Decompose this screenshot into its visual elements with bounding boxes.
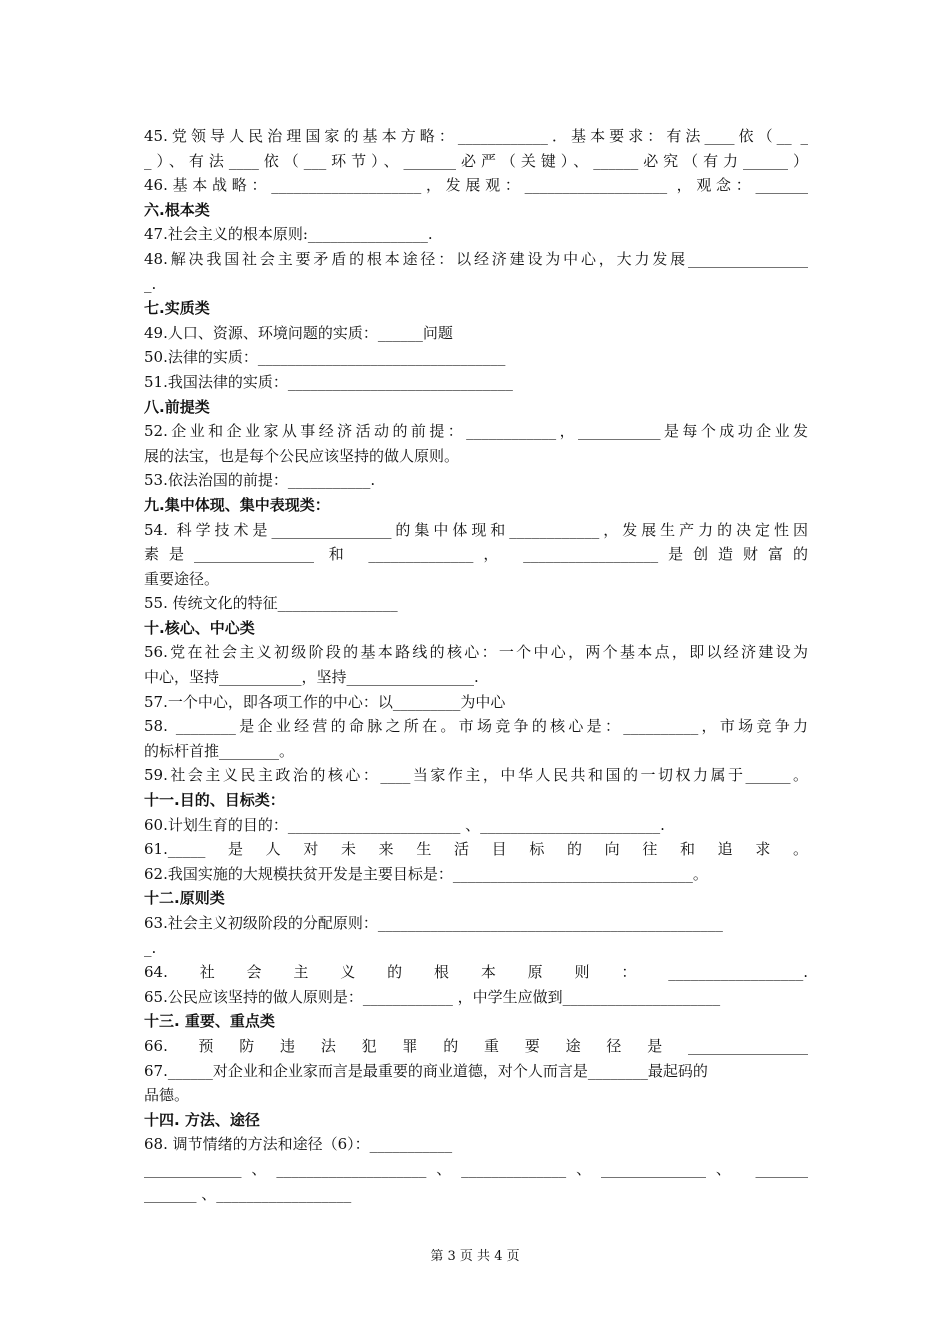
text-line: 53.依法治国的前提：___________. [144, 471, 376, 490]
text-line: 品德。 [144, 1086, 190, 1105]
text-line: 52.企业和企业家从事经济活动的前提：____________，___________是每个成功企业发 [144, 422, 808, 441]
text-line: 64.社会主义的根本原则：__________________. [144, 963, 808, 982]
text-line: 51.我国法律的实质：______________________________ [144, 372, 513, 391]
text-line: _______ 、__________________ [144, 1184, 352, 1203]
text-line: 45.党领导人民治理国家的基本方略：____________．基本要求：有法____依（__ _ [144, 127, 808, 145]
text-line: 66. 预防违法犯罪的重要途径是________________ [144, 1036, 808, 1055]
section-heading: 十.核心、中心类 [144, 618, 255, 637]
text-line: 67.______对企业和企业家而言是最重要的商业道德，对个人而言是________最起码的 [144, 1061, 708, 1080]
section-heading: 十四. 方法、途径 [144, 1110, 260, 1129]
text-line: 68. 调节情绪的方法和途径（6）：___________ [144, 1135, 453, 1154]
section-heading: 七.实质类 [144, 299, 210, 318]
section-heading: 十一.目的、目标类： [144, 791, 285, 810]
text-line: 49.人口、资源、环境问题的实质：______问题 [144, 323, 453, 342]
text-line: 63.社会主义初级阶段的分配原则：______________________________________________ [144, 914, 723, 932]
text-line: 46.基本战略：____________________，发展观：___________________ ，观念：_______ [144, 176, 808, 195]
text-line: 60.计划生育的目的：_______________________ 、________________________. [144, 815, 665, 834]
text-line: _）、有法____依（___环节）、_______必严（关键）、______必究（有力______） [144, 151, 808, 170]
text-line: 的标杆首推________。 [144, 741, 295, 760]
text-line: _____________、____________________、______________、______________、 _______ [144, 1159, 808, 1178]
text-line: 61._____是人对未来生活目标的向往和追求。 [144, 840, 808, 859]
text-line: 59.社会主义民主政治的核心：____当家作主，中华人民共和国的一切权力属于______。 [144, 766, 808, 785]
text-line: 中心，坚持___________，坚持_________________. [144, 668, 479, 687]
text-line: 素是________________ 和 ______________， __________________是创造财富的 [144, 545, 808, 564]
text-line: 56.党在社会主义初级阶段的基本路线的核心：一个中心，两个基本点，即以经济建设为 [144, 643, 808, 662]
page-footer: 第 3 页 共 4 页 [430, 1249, 520, 1264]
text-line: 62.我国实施的大规模扶贫开发是主要目标是：________________________________。 [144, 864, 708, 883]
text-line: 重要途径。 [144, 569, 220, 588]
text-line: 65.公民应该坚持的做人原则是：____________ ，中学生应做到_____________________ [144, 987, 721, 1006]
text-line: 50.法律的实质：_________________________________ [144, 348, 506, 367]
section-heading: 六.根本类 [144, 200, 210, 219]
text-line: 58. ________是企业经营的命脉之所在。市场竞争的核心是：__________，市场竞争力 [144, 717, 808, 736]
section-heading: 十三. 重要、重点类 [144, 1012, 275, 1031]
text-line: 展的法宝，也是每个公民应该坚持的做人原则。 [144, 446, 460, 465]
text-line: 47.社会主义的根本原则:________________. [144, 225, 433, 244]
text-line: 54. 科学技术是________________的集中体现和____________，发展生产力的决定性因 [144, 520, 808, 539]
text-line: 48.解决我国社会主要矛盾的根本途径：以经济建设为中心，大力发展________________ [144, 249, 808, 268]
section-heading: 十二.原则类 [144, 889, 225, 908]
text-line: 57.一个中心，即各项工作的中心：以_________为中心 [144, 692, 506, 711]
document-body [144, 124, 808, 1206]
section-heading: 九.集中体现、集中表现类： [144, 495, 330, 514]
section-heading: 八.前提类 [144, 397, 210, 416]
text-line: _. [144, 938, 157, 957]
text-line: 55. 传统文化的特征________________ [144, 594, 398, 613]
text-line: _. [144, 274, 157, 293]
